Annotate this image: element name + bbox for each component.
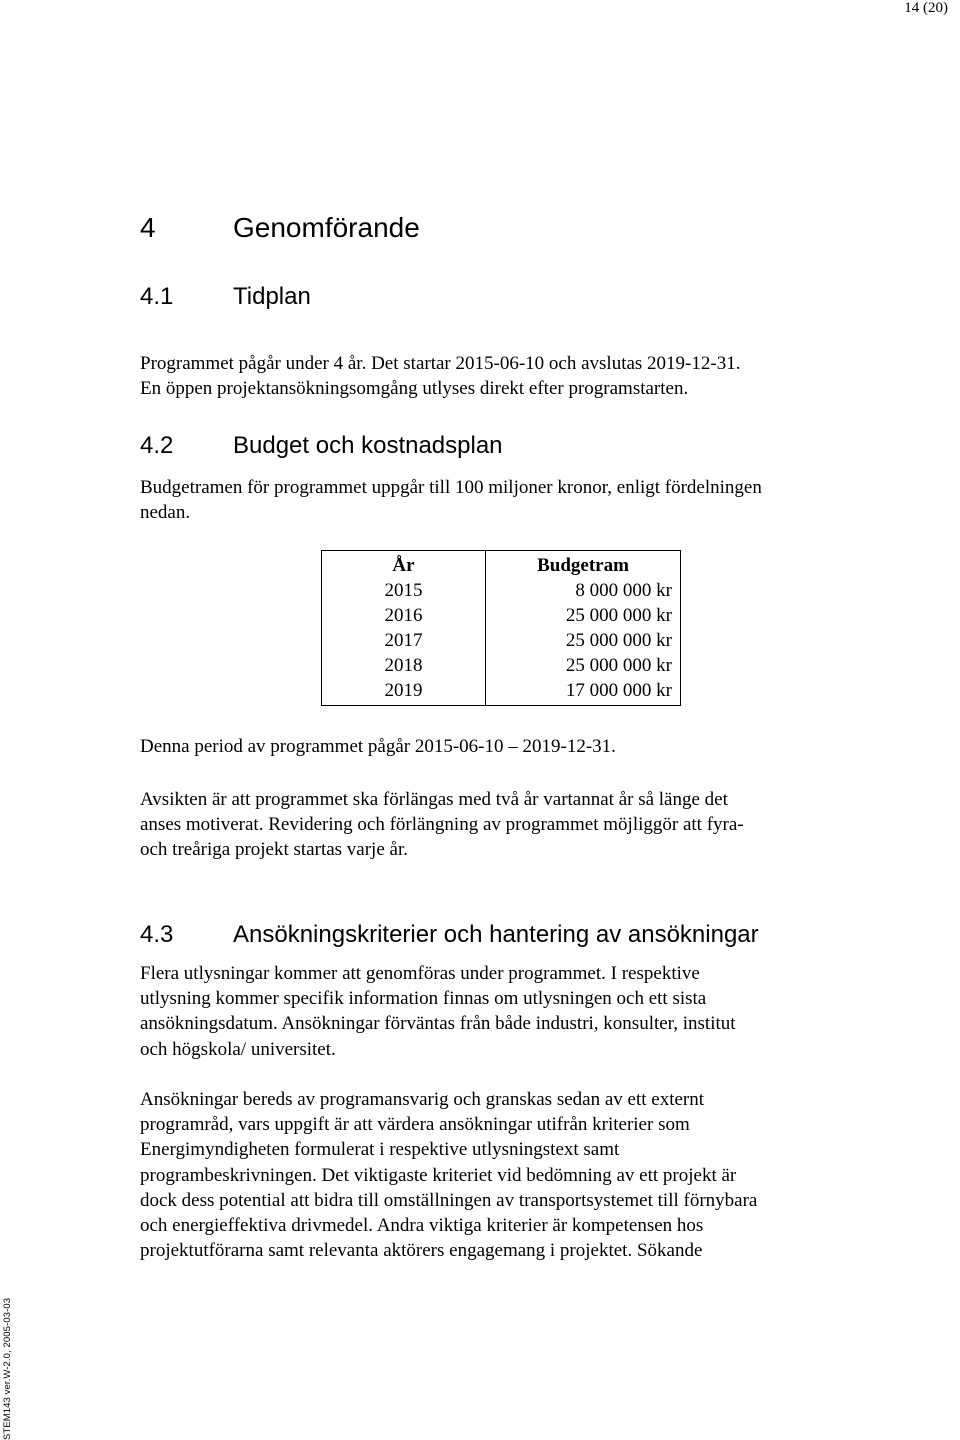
paragraph-line: En öppen projektansökningsomgång utlyses direkt efter programstarten. [140,378,689,400]
year-cell: 2016 [322,603,486,628]
section-4-3-title: Ansökningskriterier och hantering av ansökningar [233,921,759,948]
paragraph-line: nedan. [140,502,191,524]
section-4-2-number: 4.2 [140,432,174,459]
avsikt-paragraph [140,787,870,863]
amount-cell: 25 000 000 kr [486,628,681,653]
section-4-number: 4 [140,212,156,243]
page-number: 14 (20) [904,0,948,16]
budget-table [321,550,681,706]
amount-cell: 8 000 000 kr [486,578,681,603]
year-cell: 2015 [322,578,486,603]
paragraph-line: ansökningsdatum. Ansökningar förväntas från både industri, konsulter, institut [140,1013,736,1035]
ansokning-paragraph-1 [140,961,870,1062]
form-version-note: STEM143 ver.W-2.0, 2005-03-03 [2,1297,13,1440]
paragraph-line: Programmet pågår under 4 år. Det startar 2015-06-10 och avslutas 2019-12-31. [140,353,741,374]
table-row [322,628,681,653]
paragraph-line: och energieffektiva drivmedel. Andra viktiga kriterier är kompetensen hos [140,1215,704,1237]
header-budget: Budgetram [486,551,681,579]
amount-cell: 25 000 000 kr [486,653,681,678]
paragraph-line: och treåriga projekt startas varje år. [140,839,408,861]
year-cell: 2019 [322,678,486,706]
header-year: År [322,551,486,579]
section-4-2-title: Budget och kostnadsplan [233,432,503,459]
budget-intro-paragraph [140,475,870,525]
tidplan-paragraph [140,351,870,401]
section-4-1-heading [140,283,311,311]
paragraph-line: programbeskrivningen. Det viktigaste kriteriet vid bedömning av ett projekt är [140,1164,737,1186]
paragraph-line: utlysning kommer specifik information finnas om utlysningen och ett sista [140,988,707,1010]
section-4-title: Genomförande [233,212,420,243]
paragraph-line: projektutförarna samt relevanta aktörers engagemang i projektet. Sökande [140,1240,703,1262]
paragraph-line: Denna period av programmet pågår 2015-06-10 – 2019-12-31. [140,736,616,757]
table-header-row [322,551,681,579]
table-row [322,678,681,706]
table-row [322,578,681,603]
section-4-1-number: 4.1 [140,283,174,310]
section-4-3-number: 4.3 [140,921,174,948]
section-4-heading [140,212,420,244]
paragraph-line: Avsikten är att programmet ska förlängas med två år vartannat år så länge det [140,789,728,810]
section-4-1-title: Tidplan [233,283,311,310]
ansokning-paragraph-2 [140,1087,870,1263]
year-cell: 2017 [322,628,486,653]
amount-cell: 17 000 000 kr [486,678,681,706]
paragraph-line: programråd, vars uppgift är att värdera ansökningar utifrån kriterier som [140,1114,690,1136]
period-paragraph [140,734,870,759]
paragraph-line: dock dess potential att bidra till omställningen av transportsystemet till förnybara [140,1189,758,1211]
paragraph-line: Budgetramen för programmet uppgår till 100 miljoner kronor, enligt fördelningen [140,477,762,498]
paragraph-line: Ansökningar bereds av programansvarig och granskas sedan av ett externt [140,1089,705,1110]
paragraph-line: Energimyndigheten formulerat i respektive utlysningstext samt [140,1139,620,1161]
table-row [322,653,681,678]
section-4-3-heading [140,921,759,949]
paragraph-line: och högskola/ universitet. [140,1038,336,1060]
paragraph-line: anses motiverat. Revidering och förlängning av programmet möjliggör att fyra- [140,814,744,836]
year-cell: 2018 [322,653,486,678]
amount-cell: 25 000 000 kr [486,603,681,628]
paragraph-line: Flera utlysningar kommer att genomföras under programmet. I respektive [140,963,700,984]
section-4-2-heading [140,432,503,460]
table-row [322,603,681,628]
